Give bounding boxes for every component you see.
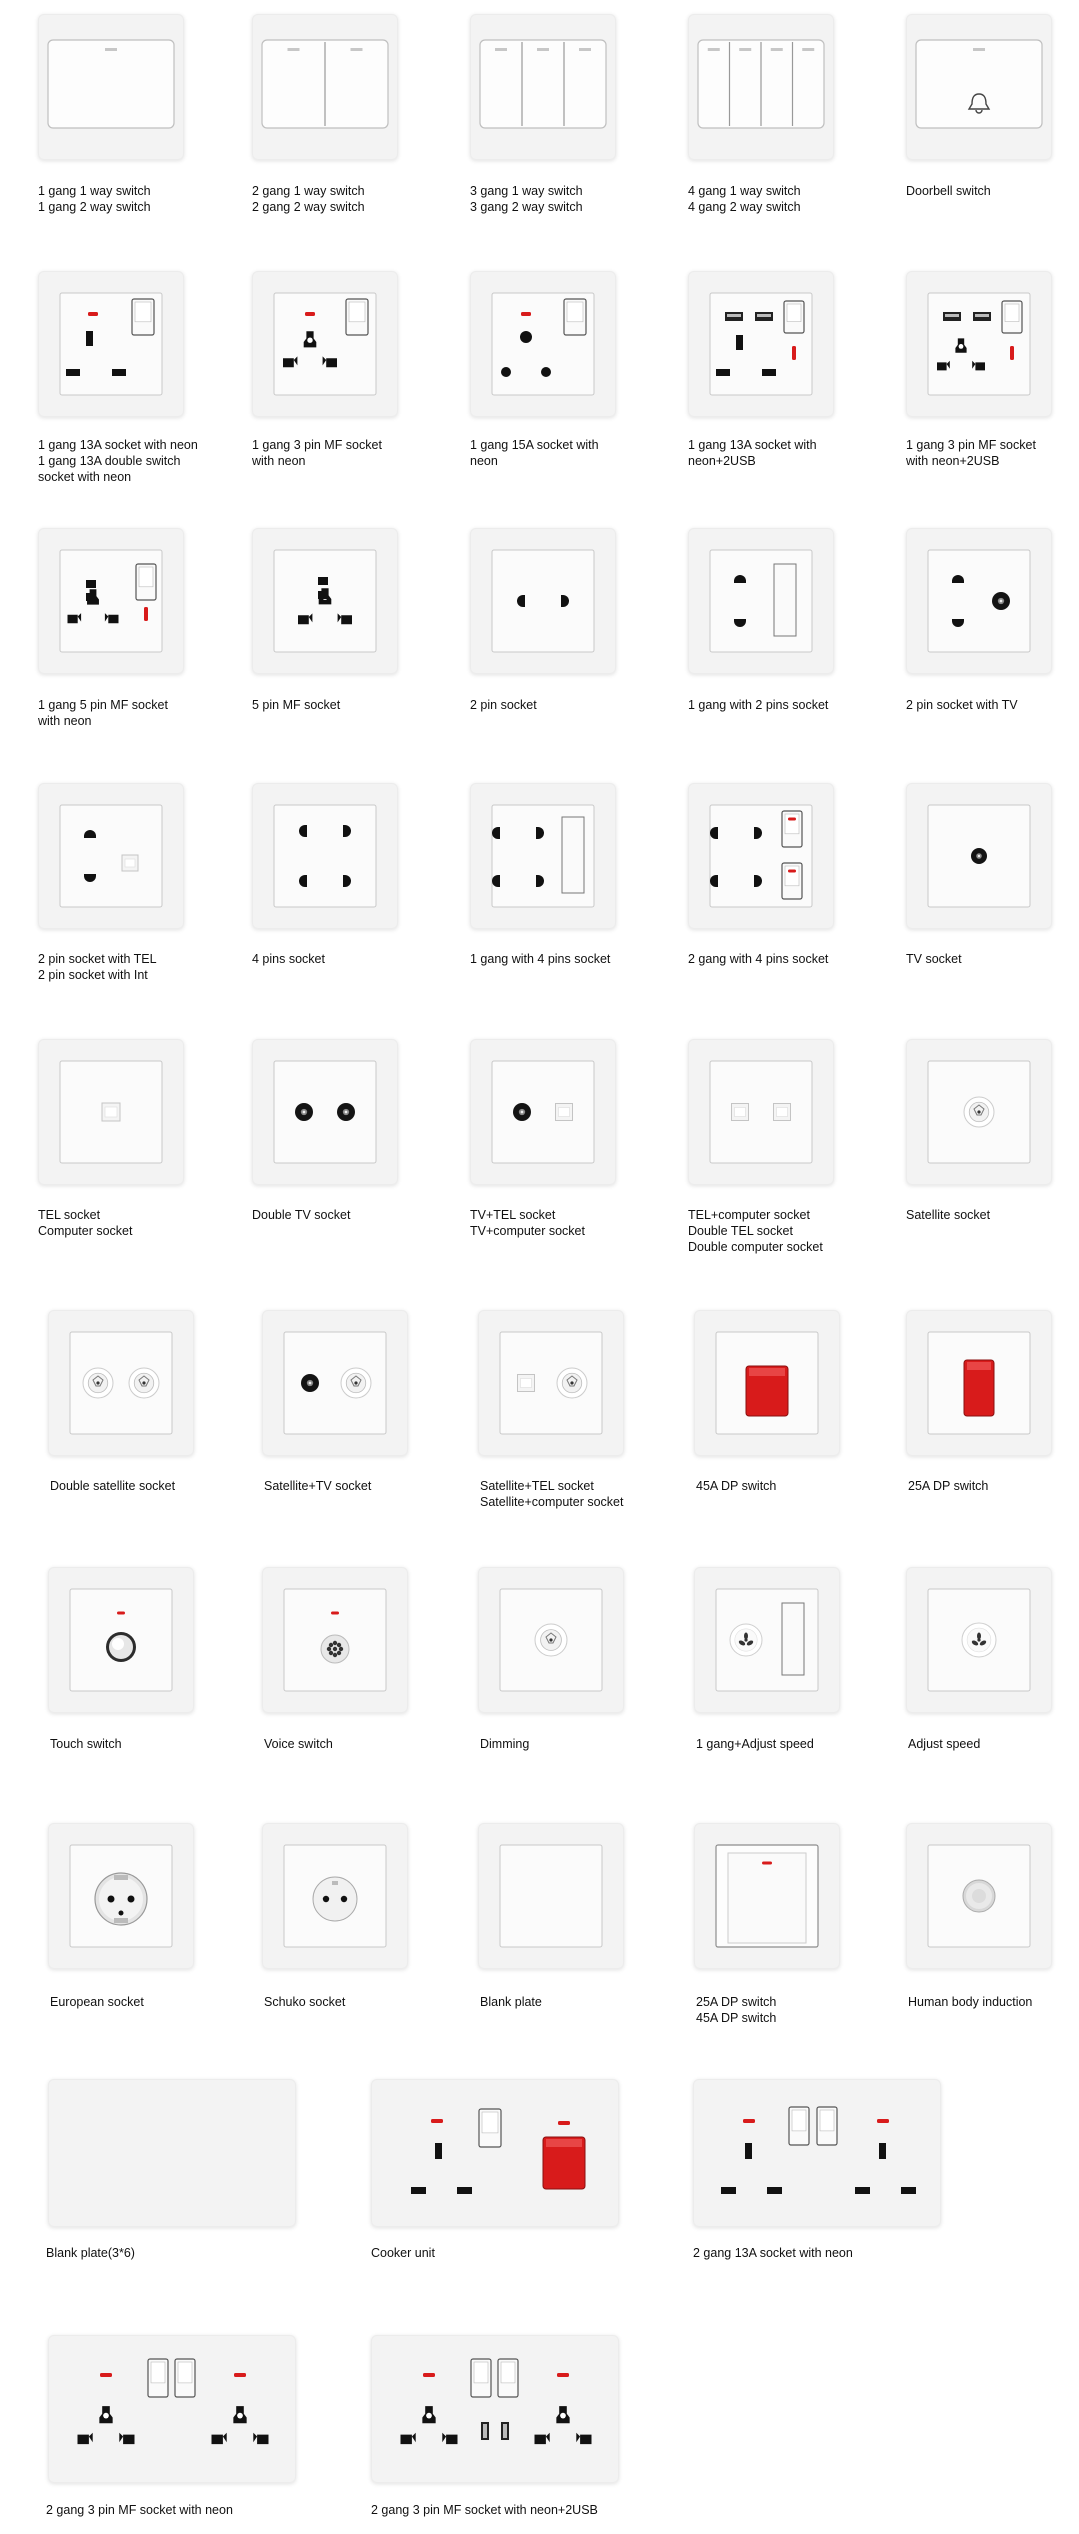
caption-line: 4 gang 1 way switch [688,184,801,198]
product-image [371,2079,619,2227]
neon-indicator [331,1612,339,1615]
caption-line: neon [470,454,498,468]
plate-face [492,1061,594,1163]
product-caption [696,1994,776,2026]
caption-line: 1 gang 3 pin MF socket [252,438,382,452]
product-illustration [262,1310,408,1456]
product-image [906,1823,1052,1969]
caption-line: Computer socket [38,1224,133,1238]
product-illustration [906,1823,1052,1969]
product-caption [50,1736,122,1752]
product-caption [696,1736,814,1752]
plate-face [928,550,1030,652]
mf-live-pin [212,2433,227,2444]
caption-line: Satellite socket [906,1208,991,1222]
caption-line: Double TV socket [252,1208,351,1222]
product-image [38,271,184,417]
mf-live-pin [78,2433,93,2444]
neon-indicator [117,1612,125,1615]
product-caption [908,1994,1032,2010]
product-caption [252,437,382,469]
caption-line: Blank plate [480,1995,542,2009]
caption-line: 2 pin socket with TV [906,698,1018,712]
plate-face [274,1061,376,1163]
product-caption [50,1478,175,1494]
product-illustration [470,1039,616,1185]
product-illustration [688,783,834,929]
product-image [48,2079,296,2227]
product-image [906,271,1052,417]
mf-neutral-pin [576,2433,591,2444]
product-illustration [38,14,184,160]
plate-face [710,550,812,652]
plate-face [60,805,162,907]
caption-line: 1 gang with 2 pins socket [688,698,829,712]
product-illustration [906,528,1052,674]
neon-indicator [351,48,363,51]
caption-line: 1 gang 13A socket with neon [38,438,198,452]
product-illustration [48,1567,194,1713]
product-illustration [694,1567,840,1713]
neon-indicator [788,818,796,821]
product-image [906,1567,1052,1713]
product-caption [252,951,325,967]
caption-line: 1 gang 1 way switch [38,184,151,198]
caption-line: 2 pin socket with Int [38,968,148,982]
plate-face [492,550,594,652]
caption-line: 25A DP switch [908,1479,989,1493]
product-illustration [470,528,616,674]
caption-line: Satellite+TEL socket [480,1479,594,1493]
product-illustration [478,1567,624,1713]
product-caption [480,1994,542,2010]
product-image [371,2335,619,2483]
product-caption [38,183,151,215]
product-caption [50,1994,144,2010]
product-illustration [478,1823,624,1969]
caption-line: Satellite+TV socket [264,1479,372,1493]
product-illustration [470,783,616,929]
caption-line: European socket [50,1995,144,2009]
product-illustration [688,1039,834,1185]
product-caption [264,1994,345,2010]
neon-indicator [537,48,549,51]
caption-line: Voice switch [264,1737,333,1751]
caption-line: 4 pins socket [252,952,325,966]
caption-line: 25A DP switch [696,1995,777,2009]
product-illustration [694,1823,840,1969]
caption-line: 5 pin MF socket [252,698,341,712]
product-illustration [48,1310,194,1456]
product-image [478,1310,624,1456]
product-image [906,1039,1052,1185]
product-caption [38,697,168,729]
product-illustration [38,783,184,929]
neon-indicator [579,48,591,51]
product-caption [688,183,801,215]
neon-indicator [1010,346,1014,360]
neon-indicator [234,2373,246,2377]
caption-line: 2 gang 2 way switch [252,200,365,214]
caption-line: 2 gang with 4 pins socket [688,952,829,966]
product-caption [906,183,991,199]
neon-indicator [521,312,531,316]
neon-indicator [305,312,315,316]
neon-indicator [495,48,507,51]
neon-indicator [557,2373,569,2377]
product-illustration [688,14,834,160]
product-caption [38,951,157,983]
product-image [688,1039,834,1185]
product-caption [470,437,599,469]
product-illustration [688,271,834,417]
neon-indicator [88,312,98,316]
product-illustration [906,1567,1052,1713]
caption-line: Human body induction [908,1995,1033,2009]
product-caption [480,1736,529,1752]
product-illustration [470,14,616,160]
product-image [252,14,398,160]
neon-indicator [431,2119,443,2123]
rocker-key [782,1603,804,1675]
caption-line: 1 gang 13A socket with [688,438,817,452]
product-image [688,783,834,929]
product-image [694,1310,840,1456]
product-caption [688,697,828,713]
caption-line: Double satellite socket [50,1479,176,1493]
product-caption [696,1478,776,1494]
neon-indicator [771,48,783,51]
rocker-key [562,817,584,893]
product-illustration [48,2335,296,2483]
product-caption [906,437,1036,469]
product-illustration [262,1567,408,1713]
caption-line: 1 gang 13A double switch [38,454,181,468]
caption-line: 3 gang 1 way switch [470,184,583,198]
caption-line: Cooker unit [371,2246,435,2260]
caption-line: 2 gang 1 way switch [252,184,365,198]
caption-line: 1 gang 5 pin MF socket [38,698,168,712]
caption-line: with neon [252,454,306,468]
product-illustration [252,1039,398,1185]
mf-live-pin [535,2433,550,2444]
product-image [252,528,398,674]
product-caption [480,1478,623,1510]
caption-line: 2 gang 13A socket with neon [693,2246,853,2260]
neon-indicator [558,2121,570,2125]
neon-indicator [105,48,117,51]
product-caption [38,437,198,485]
product-illustration [252,528,398,674]
caption-line: Dimming [480,1737,530,1751]
caption-line: socket with neon [38,470,132,484]
neon-indicator [792,346,796,360]
mf-neutral-pin [119,2433,134,2444]
caption-line: 4 gang 2 way switch [688,200,801,214]
product-image [478,1823,624,1969]
product-caption [906,1207,990,1223]
plate-face [500,1845,602,1947]
product-image [38,783,184,929]
product-caption [470,183,583,215]
product-image [478,1567,624,1713]
product-illustration [48,1823,194,1969]
product-caption [264,1478,371,1494]
neon-indicator [802,48,814,51]
neon-indicator [144,607,148,621]
product-illustration [371,2335,619,2483]
product-illustration [694,1310,840,1456]
product-caption [693,2245,853,2261]
product-illustration [38,1039,184,1185]
product-illustration [262,1823,408,1969]
neon-indicator [743,2119,755,2123]
rocker-plate [480,40,606,128]
rocker-plate [916,40,1042,128]
product-image [48,2335,296,2483]
product-image [38,528,184,674]
caption-line: TV+computer socket [470,1224,585,1238]
product-caption [264,1736,333,1752]
product-image [906,783,1052,929]
product-caption [688,1207,823,1255]
caption-line: Schuko socket [264,1995,346,2009]
product-caption [371,2502,598,2518]
caption-line: 45A DP switch [696,2011,777,2025]
product-illustration [252,271,398,417]
product-image [694,1567,840,1713]
product-illustration [252,783,398,929]
product-illustration [48,2079,296,2227]
product-image [38,1039,184,1185]
caption-line: 2 gang 3 pin MF socket with neon [46,2503,233,2517]
product-caption [46,2245,135,2261]
product-image [906,528,1052,674]
product-caption [908,1736,980,1752]
caption-line: Double TEL socket [688,1224,793,1238]
product-image [906,14,1052,160]
product-caption [470,1207,585,1239]
caption-line: 1 gang 15A socket with [470,438,599,452]
caption-line: Doorbell switch [906,184,991,198]
product-caption [252,1207,350,1223]
product-illustration [906,14,1052,160]
product-caption [906,697,1018,713]
product-caption [688,951,828,967]
product-illustration [906,271,1052,417]
caption-line: 1 gang+Adjust speed [696,1737,814,1751]
product-caption [46,2502,233,2518]
neon-indicator [708,48,720,51]
rocker-key [774,564,796,636]
product-illustration [38,528,184,674]
neon-indicator [877,2119,889,2123]
product-illustration [906,783,1052,929]
caption-line: TEL socket [38,1208,101,1222]
caption-line: Touch switch [50,1737,122,1751]
product-image [262,1823,408,1969]
product-image [252,783,398,929]
product-image [262,1567,408,1713]
product-image [262,1310,408,1456]
caption-line: 1 gang 2 way switch [38,200,151,214]
neon-indicator [288,48,300,51]
neon-indicator [423,2373,435,2377]
caption-line: Double computer socket [688,1240,823,1254]
product-image [470,783,616,929]
product-illustration [371,2079,619,2227]
product-image [470,1039,616,1185]
plate-face [274,805,376,907]
product-illustration [478,1310,624,1456]
caption-line: with neon [38,714,92,728]
caption-line: Blank plate(3*6) [46,2246,135,2260]
product-illustration [38,271,184,417]
mf-live-pin [401,2433,416,2444]
product-image [470,271,616,417]
product-image [693,2079,941,2227]
product-caption [252,697,340,713]
caption-line: 2 gang 3 pin MF socket with neon+2USB [371,2503,598,2517]
caption-line: Adjust speed [908,1737,981,1751]
caption-line: 2 pin socket [470,698,537,712]
rocker-plate [48,40,174,128]
caption-line: with neon+2USB [906,454,1000,468]
caption-line: 1 gang 3 pin MF socket [906,438,1036,452]
product-caption [906,951,962,967]
mf-neutral-pin [442,2433,457,2444]
product-caption [688,437,817,469]
product-caption [252,183,365,215]
caption-line: TV+TEL socket [470,1208,556,1222]
product-caption [371,2245,435,2261]
product-illustration [906,1310,1052,1456]
neon-indicator [100,2373,112,2377]
product-image [48,1823,194,1969]
product-caption [908,1478,988,1494]
product-illustration [906,1039,1052,1185]
neon-indicator [739,48,751,51]
product-image [48,1310,194,1456]
product-image [252,271,398,417]
caption-line: TEL+computer socket [688,1208,810,1222]
product-image [688,271,834,417]
product-illustration [688,528,834,674]
caption-line: 1 gang with 4 pins socket [470,952,611,966]
product-illustration [252,14,398,160]
product-illustration [693,2079,941,2227]
caption-line: neon+2USB [688,454,756,468]
neon-indicator [788,870,796,873]
caption-line: Satellite+computer socket [480,1495,624,1509]
product-image [252,1039,398,1185]
product-image [906,1310,1052,1456]
caption-line: 45A DP switch [696,1479,777,1493]
product-image [694,1823,840,1969]
mf-neutral-pin [253,2433,268,2444]
caption-line: 3 gang 2 way switch [470,200,583,214]
product-caption [470,697,537,713]
product-illustration [470,271,616,417]
caption-line: 2 pin socket with TEL [38,952,157,966]
product-image [470,14,616,160]
caption-line: TV socket [906,952,962,966]
neon-indicator [762,1862,772,1865]
product-image [470,528,616,674]
product-image [688,528,834,674]
plate-face [710,1061,812,1163]
product-caption [38,1207,132,1239]
product-image [48,1567,194,1713]
product-image [688,14,834,160]
product-image [38,14,184,160]
product-caption [470,951,610,967]
